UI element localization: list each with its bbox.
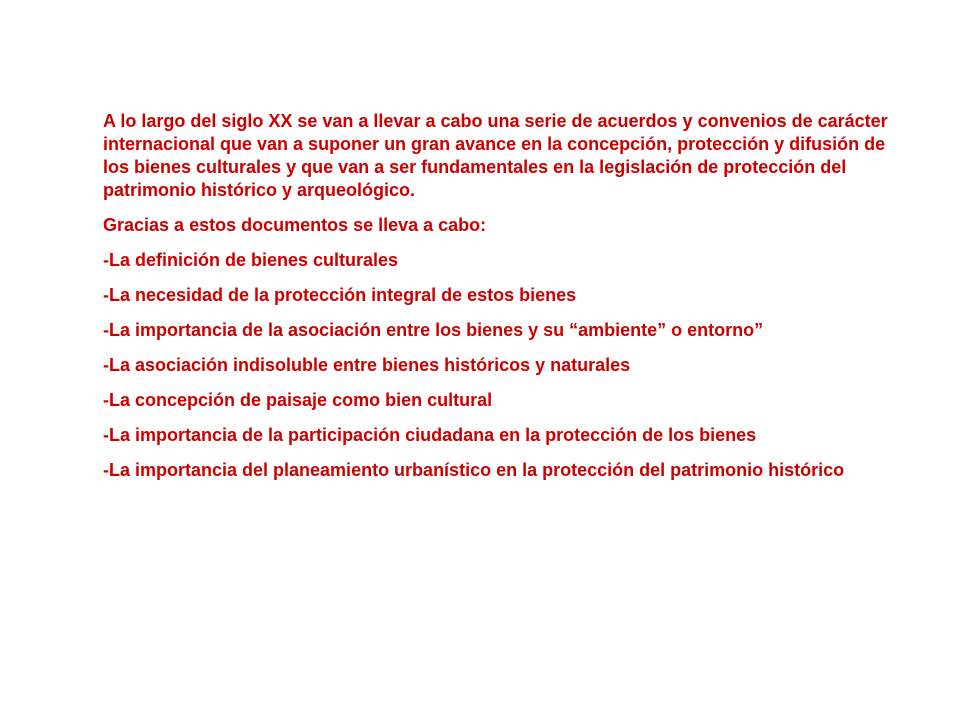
list-item: -La importancia de la asociación entre los bienes y su “ambiente” o entorno”: [103, 320, 764, 340]
lead-paragraph: Gracias a estos documentos se lleva a cabo:: [103, 215, 487, 235]
intro-paragraph: A lo largo del siglo XX se van a llevar a cabo una serie de acuerdos y convenios de carácter internacional que van a suponer un gran avance en la concepción, protección y difusión de los bienes culturales y que van a ser fundamentales en la legislación de protección del patrimonio histórico y arqueológico.: [103, 111, 888, 200]
list-item: -La importancia del planeamiento urbanístico en la protección del patrimonio histórico: [103, 460, 845, 480]
slide-content: [103, 110, 888, 494]
list-item: -La importancia de la participación ciudadana en la protección de los bienes: [103, 425, 757, 445]
list-item: -La necesidad de la protección integral de estos bienes: [103, 285, 577, 305]
list-item: -La definición de bienes culturales: [103, 250, 399, 270]
list-item: -La asociación indisoluble entre bienes históricos y naturales: [103, 355, 631, 375]
list-item: -La concepción de paisaje como bien cultural: [103, 390, 493, 410]
achievements-list: [103, 249, 888, 482]
